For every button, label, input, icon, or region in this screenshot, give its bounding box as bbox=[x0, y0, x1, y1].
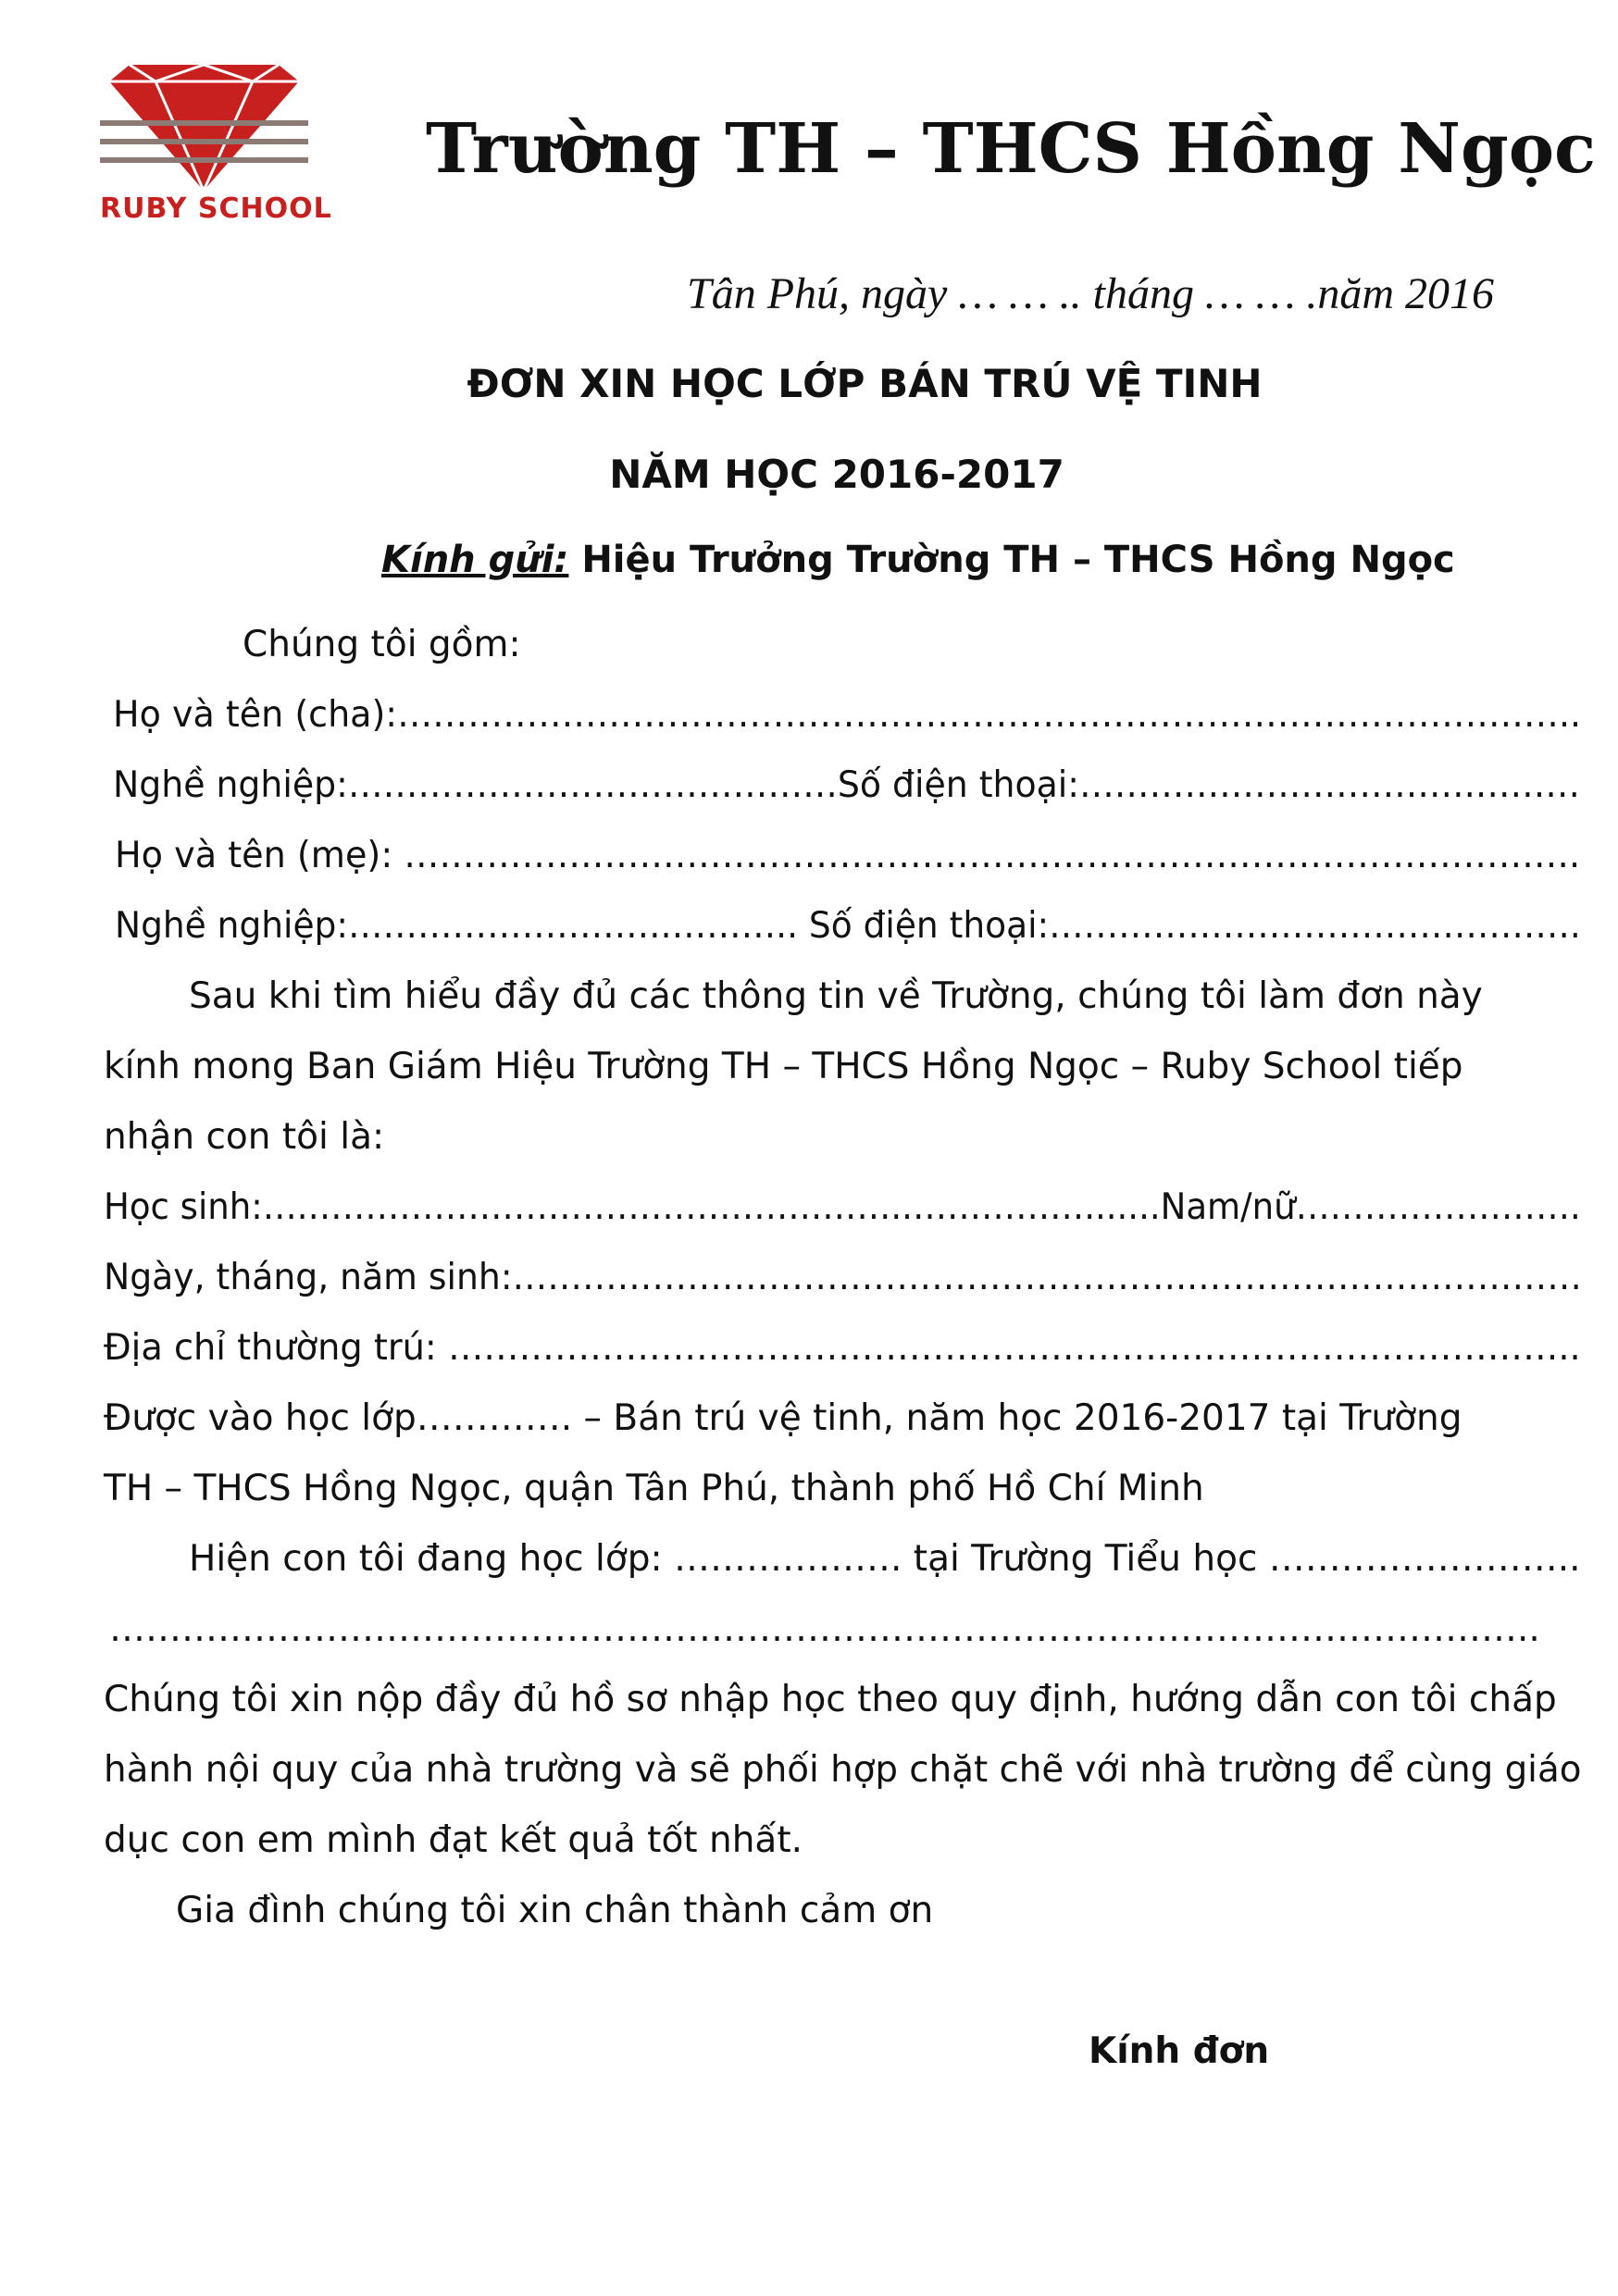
recipient-value: Hiệu Trưởng Trường TH – THCS Hồng Ngọc bbox=[568, 539, 1455, 581]
current-class-field: Hiện con tôi đang học lớp: ………………. tại Trường Tiểu học …………………….. bbox=[189, 1538, 1581, 1580]
school-title: Trường TH – THCS Hồng Ngọc bbox=[426, 109, 1597, 189]
paragraph-line: Chúng tôi xin nộp đầy đủ hồ sơ nhập học theo quy định, hướng dẫn con tôi chấp bbox=[104, 1679, 1557, 1720]
intro-text: Chúng tôi gồm: bbox=[243, 624, 521, 665]
father-name-field: Họ và tên (cha):……………………………………………………………………………………….. bbox=[113, 694, 1582, 736]
logo-text: RUBY SCHOOL bbox=[100, 192, 332, 225]
address-field: Địa chỉ thường trú: ……………………………………………………….………………………….. bbox=[104, 1327, 1581, 1369]
recipient-line bbox=[381, 539, 1455, 581]
signature-label: Kính đơn bbox=[1089, 2030, 1270, 2072]
paragraph-line: nhận con tôi là: bbox=[104, 1116, 385, 1158]
school-name-dots: ……………………………………………………………………………………………………….. bbox=[109, 1608, 1540, 1650]
school-year-title: NĂM HỌC 2016-2017 bbox=[609, 452, 1064, 497]
recipient-label: Kính gửi: bbox=[381, 539, 569, 581]
paragraph-line: hành nội quy của nhà trường và sẽ phối hợp chặt chẽ với nhà trường để cùng giáo bbox=[104, 1749, 1582, 1791]
mother-name-field: Họ và tên (mẹ): ………………………………………………………………………………………. bbox=[115, 835, 1581, 876]
date-line: Tân Phú, ngày … … .. tháng … … .năm 2016 bbox=[687, 269, 1495, 318]
class-field: Được vào học lớp…………. – Bán trú vệ tinh, năm học 2016-2017 tại Trường bbox=[104, 1397, 1462, 1439]
student-name-field: Học sinh:….……………………………………………..…………….......Nam/nữ……………………. bbox=[104, 1186, 1581, 1228]
ruby-school-logo bbox=[100, 63, 332, 239]
father-job-phone-field: Nghề nghiệp:……………………………………Số điện thoại:…………………………….……… bbox=[113, 764, 1581, 806]
birth-date-field: Ngày, tháng, năm sinh:…………………………………………………..…………………………… bbox=[104, 1257, 1582, 1298]
paragraph-line: Sau khi tìm hiểu đầy đủ các thông tin về Trường, chúng tôi làm đơn này bbox=[189, 975, 1483, 1017]
diamond-logo-icon bbox=[100, 63, 308, 192]
paragraph-line: kính mong Ban Giám Hiệu Trường TH – THCS Hồng Ngọc – Ruby School tiếp bbox=[104, 1046, 1463, 1087]
thanks-text: Gia đình chúng tôi xin chân thành cảm ơn bbox=[176, 1890, 934, 1931]
mother-job-phone-field: Nghề nghiệp:……………………….……….. Số điện thoại:………………………………………. bbox=[115, 905, 1581, 947]
paragraph-line: TH – THCS Hồng Ngọc, quận Tân Phú, thành phố Hồ Chí Minh bbox=[104, 1468, 1204, 1509]
paragraph-line: dục con em mình đạt kết quả tốt nhất. bbox=[104, 1819, 803, 1861]
form-title: ĐƠN XIN HỌC LỚP BÁN TRÚ VỆ TINH bbox=[467, 361, 1263, 406]
